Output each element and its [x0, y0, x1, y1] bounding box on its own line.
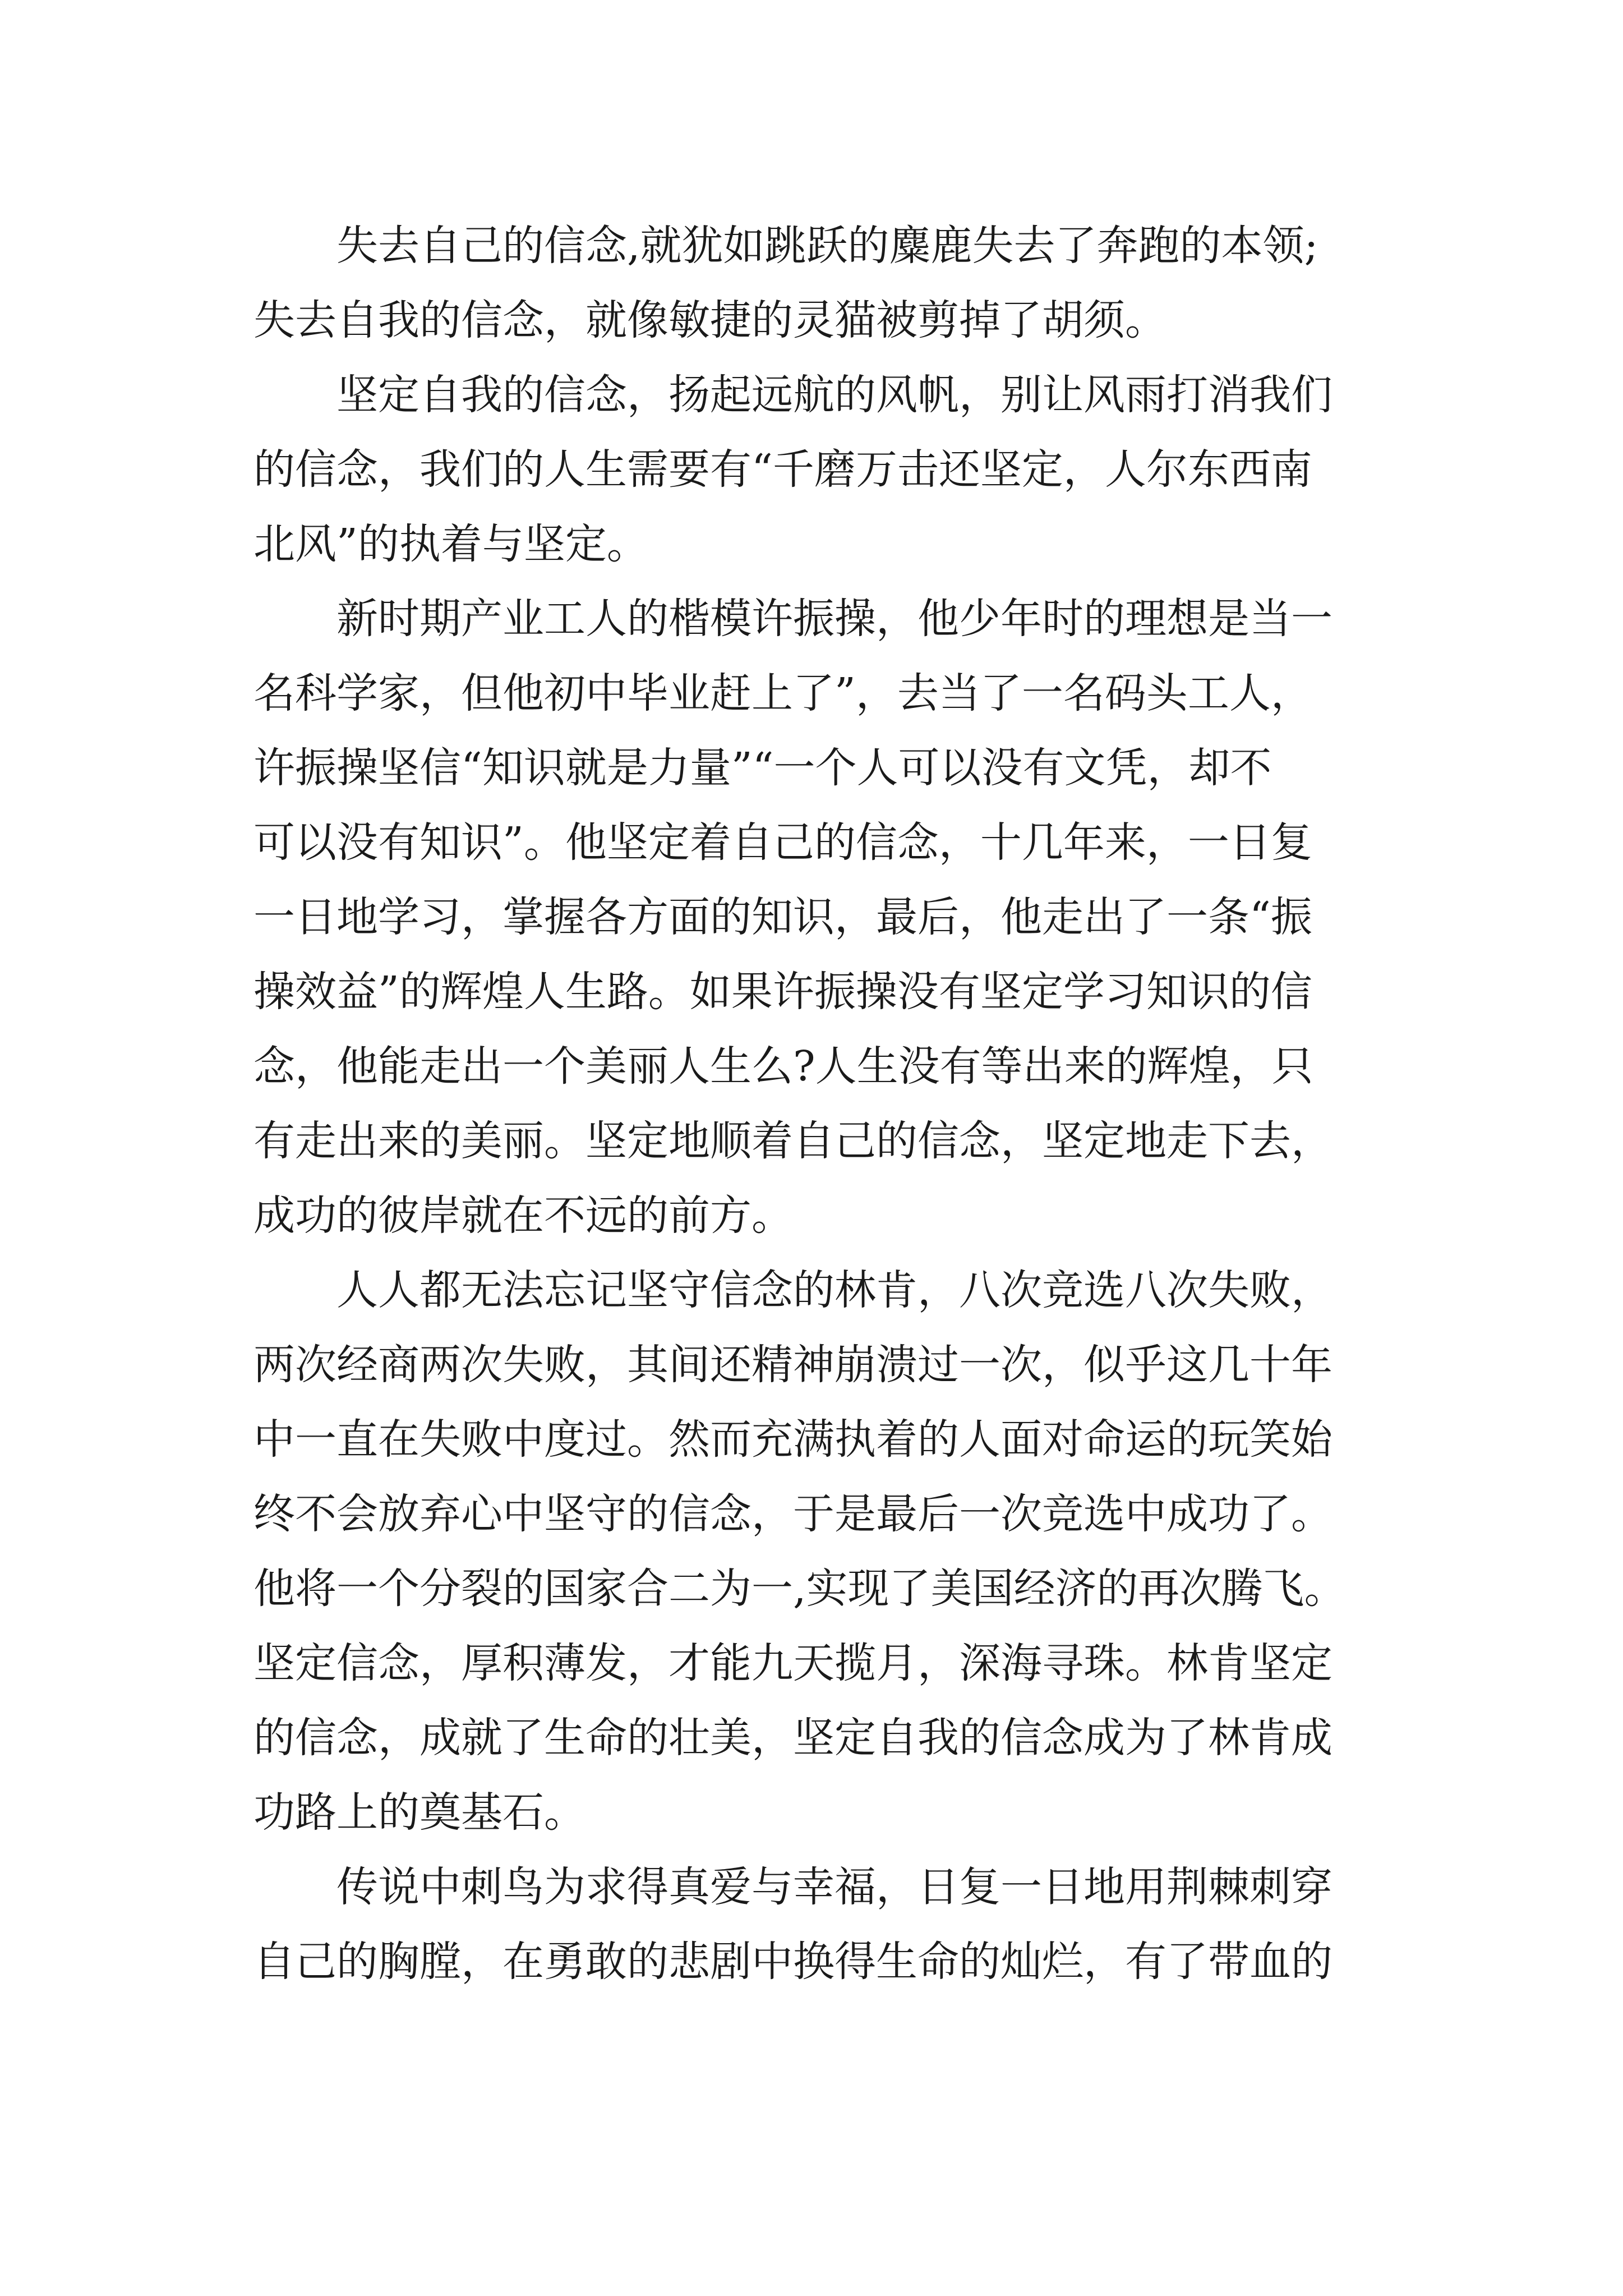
text-line: 念，他能走出一个美丽人生么?人生没有等出来的辉煌，只	[253, 1042, 1313, 1091]
text-line: 两次经商两次失败，其间还精神崩溃过一次，似乎这几十年	[253, 1341, 1332, 1389]
text-line: 他将一个分裂的国家合二为一,实现了美国经济的再次腾飞。	[253, 1565, 1346, 1613]
text-line: 操效益”的辉煌人生路。如果许振操没有坚定学习知识的信	[253, 968, 1312, 1016]
text-line: 有走出来的美丽。坚定地顺着自己的信念，坚定地走下去，	[253, 1117, 1332, 1165]
text-line: 坚定自我的信念，扬起远航的风帆，别让风雨打消我们	[336, 371, 1332, 419]
text-line: 自己的胸膛，在勇敢的悲剧中换得生命的灿烂，有了带血的	[253, 1938, 1332, 1986]
text-line: 成功的彼岸就在不远的前方。	[253, 1191, 793, 1240]
essay-body	[253, 209, 1398, 1999]
text-line: 失去自我的信念，就像敏捷的灵猫被剪掉了胡须。	[253, 296, 1166, 344]
text-line: 传说中刺鸟为求得真爱与幸福，日复一日地用荆棘刺穿	[336, 1863, 1332, 1911]
text-line: 北风”的执着与坚定。	[253, 520, 648, 568]
text-line: 许振操坚信“知识就是力量”“一个人可以没有文凭，却不	[253, 744, 1272, 792]
text-line: 一日地学习，掌握各方面的知识，最后，他走出了一条“振	[253, 893, 1312, 941]
text-line: 终不会放弃心中坚守的信念，于是最后一次竞选中成功了。	[253, 1490, 1332, 1538]
text-line: 的信念，成就了生命的壮美，坚定自我的信念成为了林肯成	[253, 1714, 1332, 1762]
text-line: 人人都无法忘记坚守信念的林肯，八次竞选八次失败，	[336, 1266, 1332, 1314]
text-line: 失去自己的信念,就犹如跳跃的麋鹿失去了奔跑的本领;	[336, 222, 1318, 270]
text-line: 坚定信念，厚积薄发，才能九天揽月，深海寻珠。林肯坚定	[253, 1639, 1332, 1687]
text-line: 的信念，我们的人生需要有“千磨万击还坚定，人尔东西南	[253, 445, 1312, 494]
text-line: 新时期产业工人的楷模许振操，他少年时的理想是当一	[336, 595, 1332, 643]
text-line: 可以没有知识”。他坚定着自己的信念，十几年来，一日复	[253, 818, 1312, 867]
text-line: 功路上的奠基石。	[253, 1788, 585, 1837]
text-line: 名科学家，但他初中毕业赶上了”，去当了一名码头工人，	[253, 669, 1312, 717]
text-line: 中一直在失败中度过。然而充满执着的人面对命运的玩笑始	[253, 1415, 1332, 1464]
